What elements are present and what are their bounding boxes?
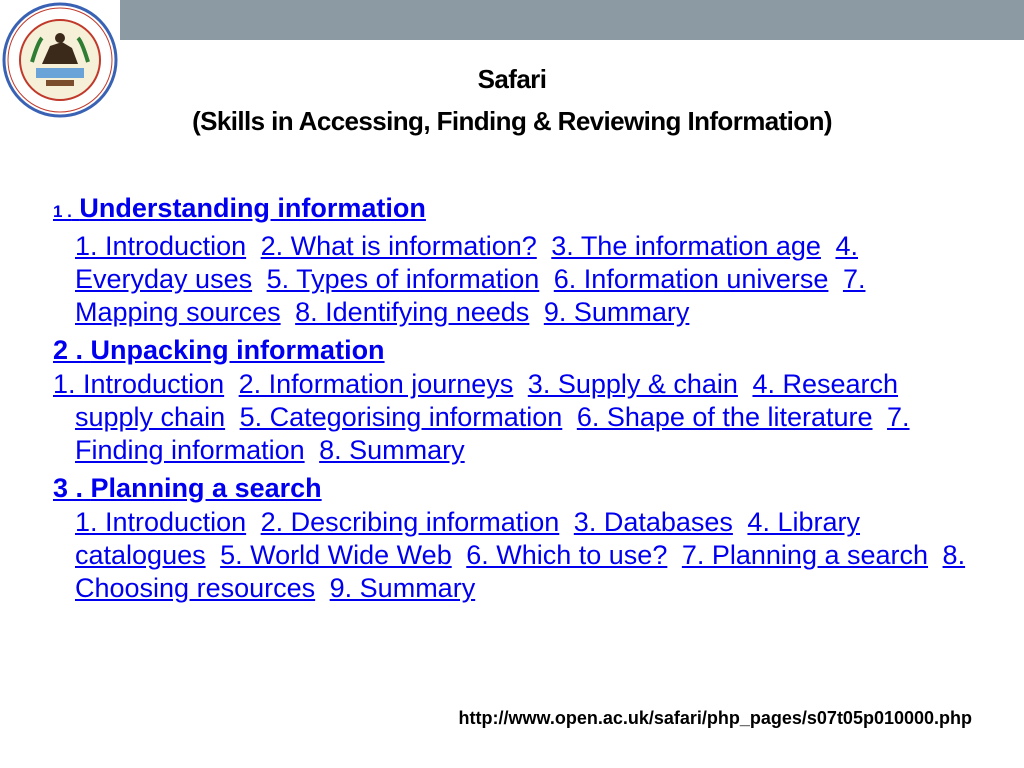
link-item[interactable]: 9. Summary (329, 573, 476, 603)
section-link-1: 1 . Understanding information (53, 193, 426, 223)
link-item[interactable]: 2. Information journeys (238, 369, 514, 399)
link-item[interactable]: 4. Everyday uses (75, 231, 858, 294)
source-url: http://www.open.ac.uk/safari/php_pages/s07t05p010000.php (458, 708, 972, 728)
link-item[interactable]: 1. Introduction (53, 369, 225, 399)
link-item[interactable]: 8. Identifying needs (295, 297, 530, 327)
link-item[interactable]: 2. Describing information (260, 507, 560, 537)
link-item[interactable]: 6. Shape of the literature (576, 402, 873, 432)
section-heading[interactable] (53, 470, 973, 506)
link-item[interactable]: 5. Types of information (266, 264, 540, 294)
link-item[interactable]: 9. Summary (543, 297, 690, 327)
link-item[interactable]: 3. Supply & chain (527, 369, 738, 399)
university-logo (2, 2, 118, 118)
link-item[interactable]: 4. Library catalogues (75, 507, 860, 570)
link-item[interactable]: 7. Planning a search (681, 540, 929, 570)
link-item[interactable]: 2. What is information? (260, 231, 537, 261)
link-item[interactable]: 1. Introduction (75, 507, 247, 537)
top-bar (120, 0, 1024, 40)
link-item[interactable]: 7. Finding information (75, 402, 910, 465)
section-links (53, 368, 973, 467)
page-subtitle: (Skills in Accessing, Finding & Reviewing Information) (192, 106, 832, 136)
link-item[interactable]: 3. The information age (551, 231, 821, 261)
section-link-3: 3 . Planning a search (53, 473, 322, 503)
link-item[interactable]: 3. Databases (573, 507, 733, 537)
section-heading[interactable] (53, 332, 973, 368)
section-link-2: 2 . Unpacking information (53, 335, 385, 365)
link-item[interactable]: 5. World Wide Web (220, 540, 452, 570)
section-heading[interactable] (53, 190, 973, 230)
link-item[interactable]: 7. Mapping sources (75, 264, 866, 327)
link-item[interactable]: 1. Introduction (75, 231, 247, 261)
link-item[interactable]: 8. Choosing resources (75, 540, 966, 603)
content (53, 190, 973, 608)
section-links (53, 230, 973, 329)
link-item[interactable]: 5. Categorising information (239, 402, 563, 432)
link-item[interactable]: 4. Research supply chain (75, 369, 899, 432)
link-item[interactable]: 8. Summary (319, 435, 465, 465)
link-item[interactable]: 6. Which to use? (466, 540, 668, 570)
link-item[interactable]: 6. Information universe (553, 264, 829, 294)
section-links (53, 506, 973, 605)
page-title: Safari (477, 64, 547, 94)
